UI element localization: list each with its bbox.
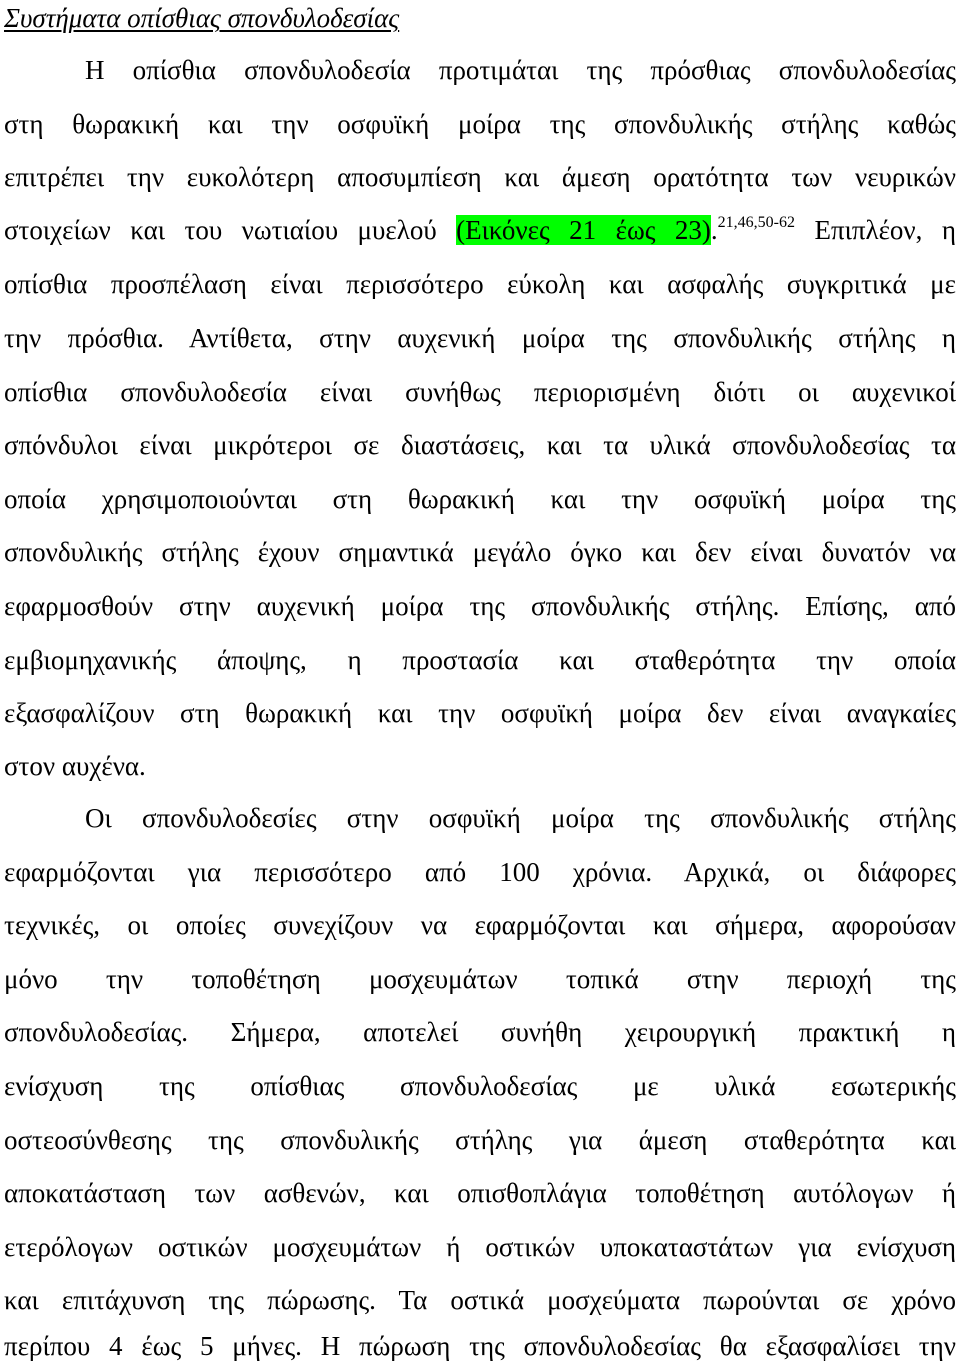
paragraph-1-line-4-end: Επιπλέον, η <box>795 215 956 245</box>
paragraph-1-line-2: στη θωρακική και την οσφυϊκή μοίρα της σπονδυλικής στήλης καθώς <box>4 109 956 139</box>
paragraph-1-line-13: εξασφαλίζουν στη θωρακική και την οσφυϊκή μοίρα δεν είναι αναγκαίες <box>4 698 956 728</box>
paragraph-1-line-7: οπίσθια σπονδυλοδεσία είναι συνήθως περιορισμένη διότι οι αυχενικοί <box>4 377 956 407</box>
paragraph-2-line-1: Οι σπονδυλοδεσίες στην οσφυϊκή μοίρα της σπονδυλικής στήλης <box>85 803 956 833</box>
paragraph-2-line-8: αποκατάσταση των ασθενών, και οπισθοπλάγια τοποθέτηση αυτόλογων ή <box>4 1178 956 1208</box>
paragraph-2-line-9: ετερόλογων οστικών μοσχευμάτων ή οστικών υποκαταστάτων για ενίσχυση <box>4 1232 956 1262</box>
paragraph-2-line-3: τεχνικές, οι οποίες συνεχίζουν να εφαρμόζονται και σήμερα, αφορούσαν <box>4 910 956 940</box>
paragraph-1-line-4-start: στοιχείων και του νωτιαίου μυελού <box>4 215 457 245</box>
paragraph-1-line-1: Η οπίσθια σπονδυλοδεσία προτιμάται της πρόσθιας σπονδυλοδεσίας <box>85 55 956 85</box>
paragraph-1-line-8: σπόνδυλοι είναι μικρότεροι σε διαστάσεις, και τα υλικά σπονδυλοδεσίας τα <box>4 430 956 460</box>
paragraph-2-line-2: εφαρμόζονται για περισσότερο από 100 χρόνια. Αρχικά, οι διάφορες <box>4 857 956 887</box>
paragraph-1-line-3: επιτρέπει την ευκολότερη αποσυμπίεση και άμεση ορατότητα των νευρικών <box>4 162 956 192</box>
paragraph-1-line-12: εμβιομηχανικής άποψης, η προστασία και σταθερότητα την οποία <box>4 645 956 675</box>
paragraph-2-line-6: ενίσχυση της οπίσθιας σπονδυλοδεσίας με υλικά εσωτερικής <box>4 1071 956 1101</box>
figure-reference-highlight: (Εικόνες 21 έως 23) <box>456 215 711 245</box>
paragraph-2-line-11: περίπου 4 έως 5 μήνες. Η πώρωση της σπονδυλοδεσίας θα εξασφαλίσει την <box>4 1331 956 1361</box>
paragraph-1-line-11: εφαρμοσθούν στην αυχενική μοίρα της σπονδυλικής στήλης. Επίσης, από <box>4 591 956 621</box>
paragraph-1-line-4 <box>4 210 956 250</box>
paragraph-1-line-10: σπονδυλικής στήλης έχουν σημαντικά μεγάλο όγκο και δεν είναι δυνατόν να <box>4 537 956 567</box>
paragraph-1-line-6: την πρόσθια. Αντίθετα, στην αυχενική μοίρα της σπονδυλικής στήλης η <box>4 323 956 353</box>
paragraph-2-line-7: οστεοσύνθεσης της σπονδυλικής στήλης για άμεση σταθερότητα και <box>4 1125 956 1155</box>
figure-reference-period: . <box>710 215 718 245</box>
citation-superscript: 21,46,50-62 <box>717 214 795 231</box>
paragraph-2-line-5: σπονδυλοδεσίας. Σήμερα, αποτελεί συνήθη χειρουργική πρακτική η <box>4 1017 956 1047</box>
paragraph-1-line-9: οποία χρησιμοποιούνται στη θωρακική και την οσφυϊκή μοίρα της <box>4 484 956 514</box>
paragraph-2-line-4: μόνο την τοποθέτηση μοσχευμάτων τοπικά στην περιοχή της <box>4 964 956 994</box>
section-heading: Συστήματα οπίσθιας σπονδυλοδεσίας <box>4 3 400 33</box>
paragraph-1-line-5: οπίσθια προσπέλαση είναι περισσότερο εύκολη και ασφαλής συγκριτικά με <box>4 269 956 299</box>
paragraph-1-line-14: στον αυχένα. <box>4 751 146 781</box>
paragraph-2-line-10: και επιτάχυνση της πώρωσης. Τα οστικά μοσχεύματα πωρούνται σε χρόνο <box>4 1285 956 1315</box>
